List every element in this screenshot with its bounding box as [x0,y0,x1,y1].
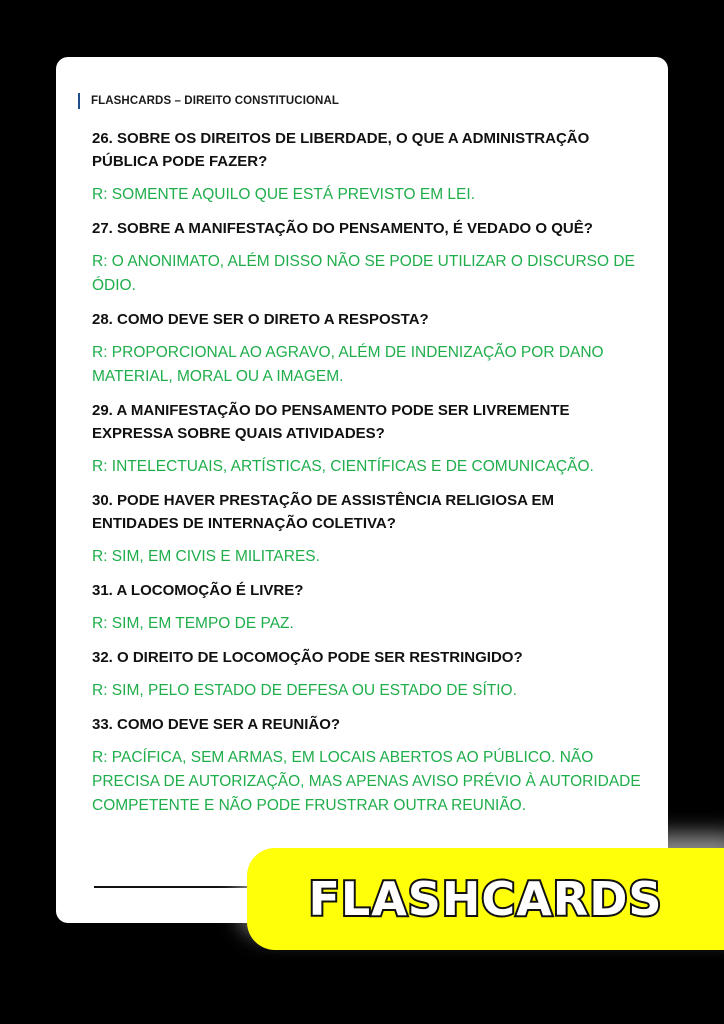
badge-label: FLASHCARDS [308,872,663,926]
flashcard-question: 29. A MANIFESTAÇÃO DO PENSAMENTO PODE SER LIVREMENTE EXPRESSA SOBRE QUAIS ATIVIDADES? [92,402,570,442]
flashcard-item [92,489,642,569]
flashcard-answer: R: PACÍFICA, SEM ARMAS, EM LOCAIS ABERTOS AO PÚBLICO. NÃO PRECISA DE AUTORIZAÇÃO, MAS APENAS AVISO PRÉVIO À AUTORIDADE COMPETENTE E NÃO PODE FRUSTRAR OUTRA REUNIÃO. [92,749,641,814]
flashcard-item [92,217,642,298]
flashcard-question: 30. PODE HAVER PRESTAÇÃO DE ASSISTÊNCIA RELIGIOSA EM ENTIDADES DE INTERNAÇÃO COLETIVA? [92,492,555,532]
flashcard-question: 28. COMO DEVE SER O DIRETO A RESPOSTA? [92,311,429,328]
flashcard-answer: R: SIM, PELO ESTADO DE DEFESA OU ESTADO DE SÍTIO. [92,682,517,699]
flashcard-question: 31. A LOCOMOÇÃO É LIVRE? [92,582,304,599]
flashcard-page [56,57,668,923]
flashcards-badge [247,848,724,950]
flashcard-answer: R: SIM, EM CIVIS E MILITARES. [92,548,320,565]
flashcard-item [92,127,642,207]
flashcard-question: 33. COMO DEVE SER A REUNIÃO? [92,716,341,733]
flashcard-question: 27. SOBRE A MANIFESTAÇÃO DO PENSAMENTO, É VEDADO O QUÊ? [92,220,593,237]
page-header [78,93,339,109]
flashcard-item [92,646,642,703]
flashcard-answer: R: O ANONIMATO, ALÉM DISSO NÃO SE PODE UTILIZAR O DISCURSO DE ÓDIO. [92,253,635,294]
header-title: FLASHCARDS – DIREITO CONSTITUCIONAL [91,95,339,107]
flashcard-item [92,399,642,479]
flashcard-answer: R: SOMENTE AQUILO QUE ESTÁ PREVISTO EM LEI. [92,186,475,203]
flashcard-answer: R: PROPORCIONAL AO AGRAVO, ALÉM DE INDENIZAÇÃO POR DANO MATERIAL, MORAL OU A IMAGEM. [92,344,604,385]
flashcard-item [92,308,642,389]
flashcard-question: 26. SOBRE OS DIREITOS DE LIBERDADE, O QUE A ADMINISTRAÇÃO PÚBLICA PODE FAZER? [92,130,590,170]
flashcard-item [92,579,642,636]
flashcard-answer: R: SIM, EM TEMPO DE PAZ. [92,615,294,632]
flashcard-item [92,713,642,818]
flashcard-answer: R: INTELECTUAIS, ARTÍSTICAS, CIENTÍFICAS E DE COMUNICAÇÃO. [92,458,594,475]
header-accent-bar [78,93,80,109]
flashcard-question: 32. O DIREITO DE LOCOMOÇÃO PODE SER RESTRINGIDO? [92,649,523,666]
flashcard-list [92,127,642,828]
